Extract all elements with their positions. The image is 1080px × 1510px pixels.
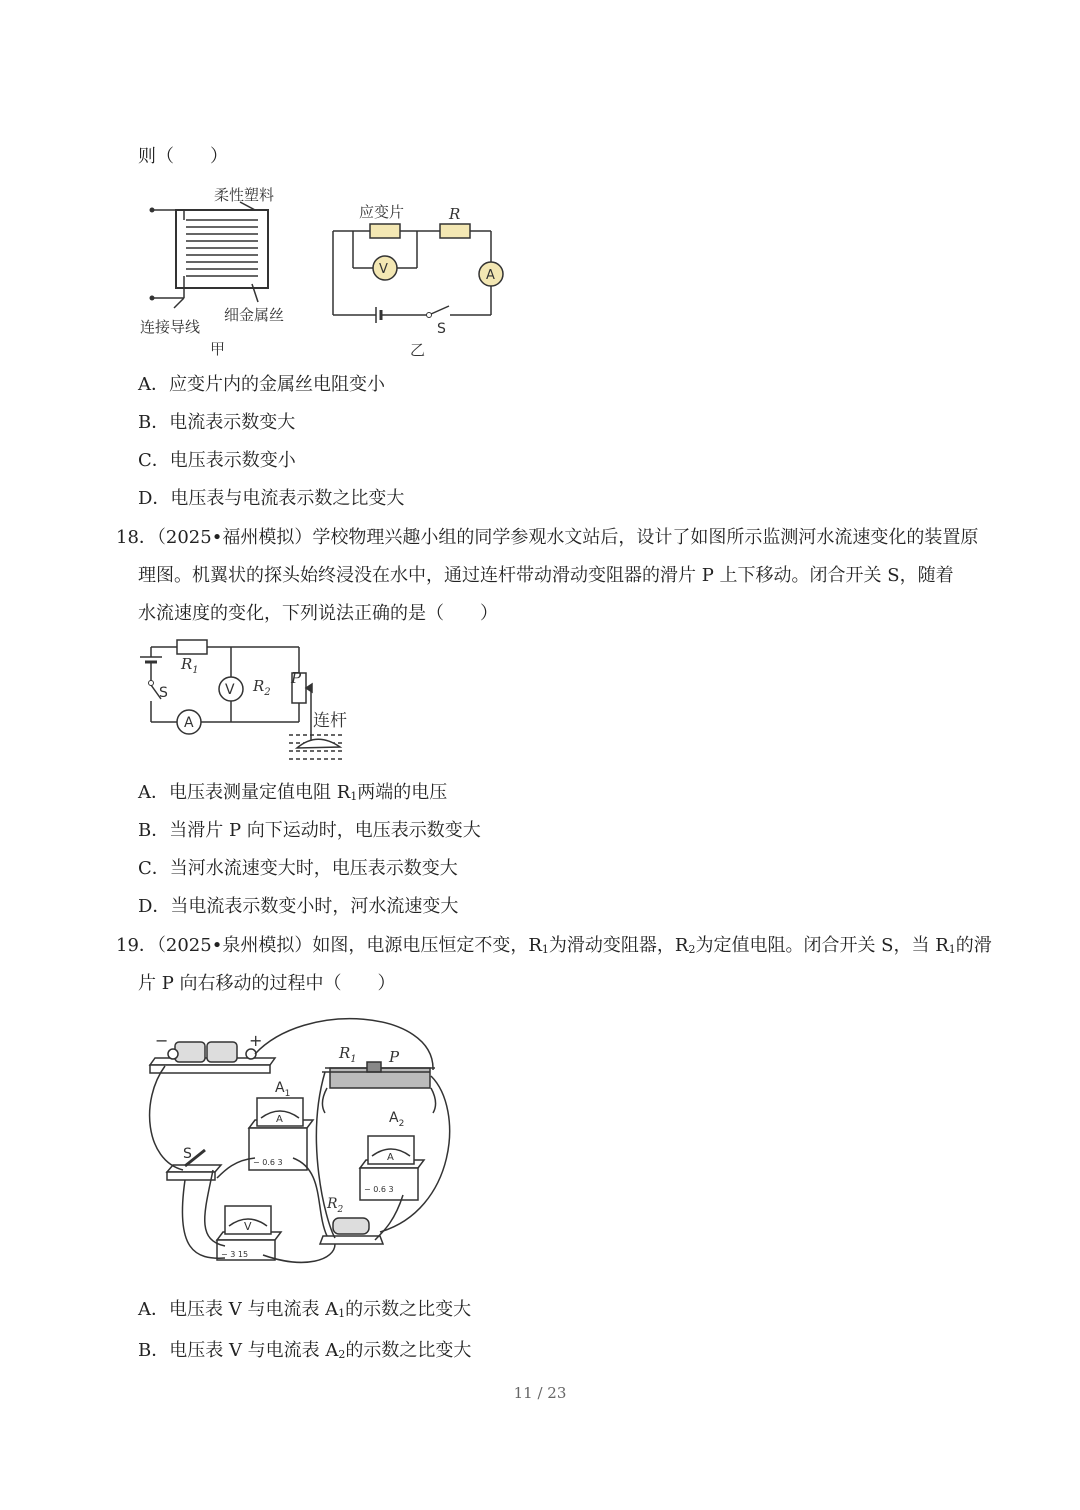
- figure-circuit-yi: [325, 195, 515, 360]
- label-switch-s: S: [437, 321, 446, 337]
- label-strain-gauge: 应变片: [359, 203, 405, 221]
- a1-scale: − 0.6 3: [253, 1158, 283, 1167]
- q18-option-b: B．当滑片 P 向下运动时，电压表示数变大: [138, 820, 481, 841]
- q19-option-a: A．电压表 V 与电流表 A1的示数之比变大: [138, 1299, 472, 1320]
- q18-option-a: A．电压表测量定值电阻 R1两端的电压: [138, 782, 448, 803]
- q18-option-d: D．当电流表示数变小时，河水流速变大: [138, 896, 459, 917]
- label-flexible-plastic: 柔性塑料: [214, 186, 275, 204]
- label-slider-p: P: [389, 1048, 400, 1066]
- figure-water-flow-circuit: [135, 635, 365, 770]
- label-resistor-r: R: [449, 205, 461, 223]
- q19-stem-line1: 19．（2025•泉州模拟）如图，电源电压恒定不变，R1为滑动变阻器，R2为定值电阻。闭合开关 S，当 R1的滑: [116, 935, 992, 956]
- q18-stem-line1: 18．（2025•福州模拟）学校物理兴趣小组的同学参观水文站后，设计了如图所示监测河水流速变化的装置原: [116, 527, 979, 548]
- label-a1: $A_1$: [275, 1080, 291, 1099]
- battery-minus: −: [155, 1031, 169, 1050]
- v-scale: − 3 15: [221, 1250, 249, 1259]
- q17-stem-tail: 则（ ）: [138, 146, 228, 167]
- label-r1: $R_1$: [181, 655, 199, 676]
- v-face-label: V: [244, 1220, 252, 1233]
- q17-option-a: A．应变片内的金属丝电阻变小: [138, 374, 385, 395]
- meter-v-label: V: [225, 682, 235, 698]
- label-rod: 连杆: [313, 711, 347, 731]
- battery-plus: +: [249, 1031, 263, 1050]
- label-fine-metal-wire: 细金属丝: [224, 306, 285, 324]
- label-r1: $R_1$: [339, 1044, 357, 1065]
- page-number: 11 / 23: [513, 1384, 567, 1402]
- meter-a-label: A: [184, 715, 194, 731]
- q19-option-b: B．电压表 V 与电流表 A2的示数之比变大: [138, 1340, 472, 1361]
- label-r2: $R_2$: [253, 677, 271, 698]
- q17-option-b: B．电流表示数变大: [138, 412, 296, 433]
- label-slider-p: P: [291, 669, 302, 687]
- caption-yi: 乙: [410, 341, 426, 359]
- a2-scale: − 0.6 3: [364, 1185, 394, 1194]
- q18-option-c: C．当河水流速变大时，电压表示数变大: [138, 858, 458, 879]
- label-switch-s: S: [159, 685, 168, 701]
- meter-a-label: A: [486, 268, 495, 283]
- a1-face-label: A: [276, 1114, 283, 1125]
- q17-option-d: D．电压表与电流表示数之比变大: [138, 488, 405, 509]
- a2-face-label: A: [387, 1152, 394, 1163]
- q18-stem-line3: 水流速度的变化，下列说法正确的是（ ）: [138, 603, 498, 624]
- figure-physical-circuit: [135, 1010, 475, 1280]
- label-a2: $A_2$: [389, 1110, 405, 1129]
- label-connecting-wire: 连接导线: [140, 318, 201, 336]
- q18-stem-line2: 理图。机翼状的探头始终浸没在水中，通过连杆带动滑动变阻器的滑片 P 上下移动。闭合开关 S，随着: [138, 565, 954, 586]
- caption-jia: 甲: [210, 340, 226, 358]
- q17-option-c: C．电压表示数变小: [138, 450, 296, 471]
- label-switch-s: S: [183, 1146, 192, 1162]
- figure-strain-gauge: [140, 180, 320, 360]
- meter-v-label: V: [379, 262, 388, 277]
- label-r2: $R_2$: [327, 1196, 344, 1215]
- q19-stem-line2: 片 P 向右移动的过程中（ ）: [138, 973, 396, 994]
